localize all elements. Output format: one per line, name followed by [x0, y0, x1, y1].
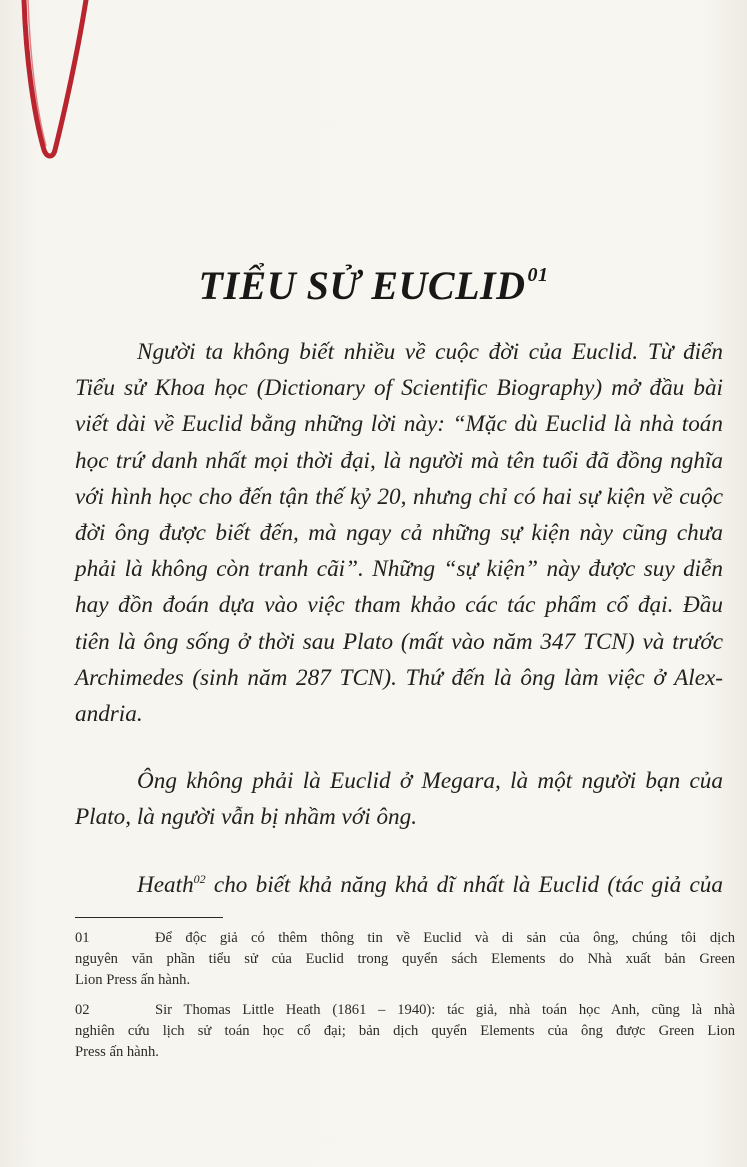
paragraph-3 [75, 861, 723, 903]
footnote-number: 02 [75, 1002, 90, 1018]
footnote-number: 01 [75, 930, 90, 946]
paragraph-1 [75, 334, 723, 732]
paragraph-line: Ông không phải là Euclid ở Megara, là một người bạn của [137, 768, 723, 794]
paragraph-2 [75, 763, 723, 835]
paragraph-line: viết dài về Euclid bằng những lời này: “Mặc dù Euclid là nhà toán [75, 411, 723, 438]
paragraph-line: Plato, là người vẫn bị nhầm với ông. [75, 804, 418, 831]
chapter-title-text: TIỂU SỬ EUCLID [198, 263, 526, 308]
footnote-divider [75, 917, 223, 918]
bookmark-ribbon-icon [20, 0, 90, 160]
paragraph-line: học trứ danh nhất mọi thời đại, là người mà tên tuổi đã đồng nghĩa [75, 447, 723, 474]
footnote-text: Để độc giả có thêm thông tin về Euclid và di sản của ông, chúng tôi dịch [155, 930, 735, 946]
footnote-1 [75, 928, 735, 991]
title-footnote-ref: 01 [527, 264, 549, 286]
footnote-text: Sir Thomas Little Heath (1861 – 1940): tác giả, nhà toán học Anh, cũng là nhà [155, 1002, 735, 1018]
heath-name: Heath [137, 872, 194, 898]
paragraph-line: Người ta không biết nhiều về cuộc đời của Euclid. Từ điển [137, 339, 723, 365]
chapter-title [0, 262, 747, 309]
paragraph-line: andria. [75, 701, 143, 728]
footnote-line: nguyên văn phần tiểu sử của Euclid trong quyển sách Elements do Nhà xuất bản Green [75, 951, 735, 967]
paragraph-line: phải là không còn tranh cãi”. Những “sự kiện” này được suy diễn [75, 556, 723, 583]
footnote-line: Press ấn hành. [75, 1044, 159, 1060]
paragraph-line: với hình học cho đến tận thế kỷ 20, nhưng chỉ có hai sự kiện về cuộc [75, 483, 723, 510]
paragraph-line: hay đồn đoán dựa vào việc tham khảo các tác phẩm cổ đại. Đầu [75, 592, 723, 619]
paragraph-line-rest: cho biết khả năng khả dĩ nhất là Euclid (tác giả của [205, 872, 723, 898]
footnote-line: nghiên cứu lịch sử toán học cổ đại; bản dịch quyển Elements của ông được Green Lion [75, 1023, 735, 1039]
footnote-line: Lion Press ấn hành. [75, 972, 191, 988]
footnote-line [75, 928, 735, 949]
paragraph-line: đời ông được biết đến, mà ngay cả những sự kiện này cũng chưa [75, 520, 723, 547]
paragraph-line: Archimedes (sinh năm 287 TCN). Thứ đến là ông làm việc ở Alex- [75, 664, 723, 691]
paragraph-line [75, 861, 723, 903]
paragraph-line: tiên là ông sống ở thời sau Plato (mất vào năm 347 TCN) và trước [75, 628, 723, 655]
heath-footnote-ref: 02 [193, 872, 206, 886]
paragraph-line: Tiểu sử Khoa học (Dictionary of Scientific Biography) mở đầu bài [75, 375, 723, 402]
footnote-line [75, 1000, 735, 1021]
footnote-2 [75, 1000, 735, 1063]
